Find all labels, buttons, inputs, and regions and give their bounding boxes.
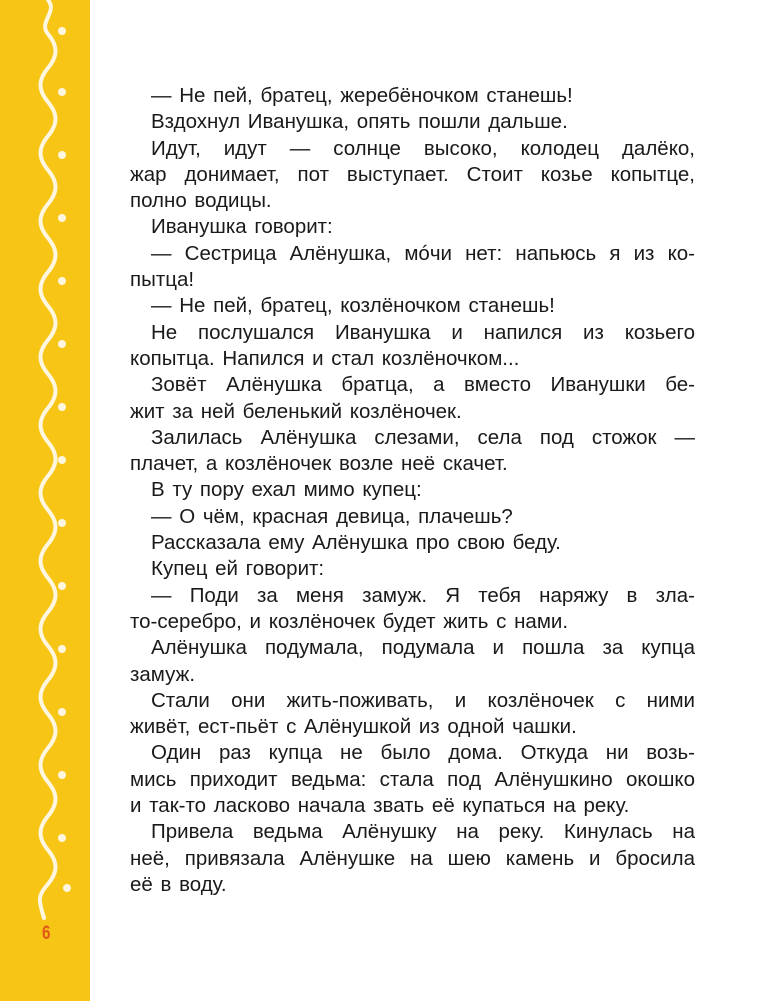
text-line: Иванушка говорит: — [151, 215, 333, 239]
text-line: жар донимает, пот выступает. Стоит козье копытце, — [130, 162, 695, 186]
text-line: жит за ней беленький козлёночек. — [130, 399, 462, 423]
text-line: Алёнушка подумала, подумала и пошла за купца — [151, 636, 695, 660]
text-line: — О чём, красная девица, плачешь? — [151, 504, 513, 528]
text-line: Стали они жить-поживать, и козлёночек с ними — [151, 688, 695, 712]
page-number: 6 — [42, 923, 51, 944]
text-line: и так-то ласково начала звать её купаться на реку. — [130, 794, 630, 818]
text-line: то-серебро, и козлёночек будет жить с нами. — [130, 609, 569, 633]
text-line: — Сестрица Алёнушка, мóчи нет: напьюсь я из ко- — [151, 241, 695, 265]
text-line: Купец ей говорит: — [151, 557, 325, 581]
text-line: плачет, а козлёночек возле неё скачет. — [130, 452, 508, 476]
story-text — [130, 83, 695, 898]
wavy-line-icon — [0, 0, 90, 1001]
text-line: Привела ведьма Алёнушку на реку. Кинулась на — [151, 820, 695, 844]
text-line: полно водицы. — [130, 189, 272, 213]
text-line: Идут, идут — солнце высоко, колодец далёко, — [151, 136, 695, 160]
text-line: мись приходит ведьма: стала под Алёнушкино окошко — [130, 767, 695, 791]
text-line: пытца! — [130, 268, 195, 292]
text-line: Рассказала ему Алёнушка про свою беду. — [151, 531, 561, 555]
text-line: живёт, ест-пьёт с Алёнушкой из одной чашки. — [130, 715, 577, 739]
text-line: замуж. — [130, 662, 196, 686]
text-line: — Поди за меня замуж. Я тебя наряжу в зла- — [151, 583, 695, 607]
text-line: — Не пей, братец, козлёночком станешь! — [151, 294, 555, 318]
text-line: В ту пору ехал мимо купец: — [151, 478, 422, 502]
text-line: её в воду. — [130, 872, 227, 896]
text-line: неё, привязала Алёнушке на шею камень и бросила — [130, 846, 695, 870]
decorative-left-border — [0, 0, 90, 1001]
text-line: Не послушался Иванушка и напился из козьего — [151, 320, 695, 344]
text-line: — Не пей, братец, жеребёночком станешь! — [151, 84, 573, 107]
text-line: копытца. Напился и стал козлёночком... — [130, 346, 520, 370]
text-line: Залилась Алёнушка слезами, села под стожок — — [151, 425, 695, 449]
text-line: Один раз купца не было дома. Откуда ни возь- — [151, 741, 695, 765]
text-line: Зовёт Алёнушка братца, а вместо Иванушки бе- — [151, 373, 695, 397]
dots-decoration — [58, 27, 71, 892]
text-line: Вздохнул Иванушка, опять пошли дальше. — [151, 110, 568, 134]
